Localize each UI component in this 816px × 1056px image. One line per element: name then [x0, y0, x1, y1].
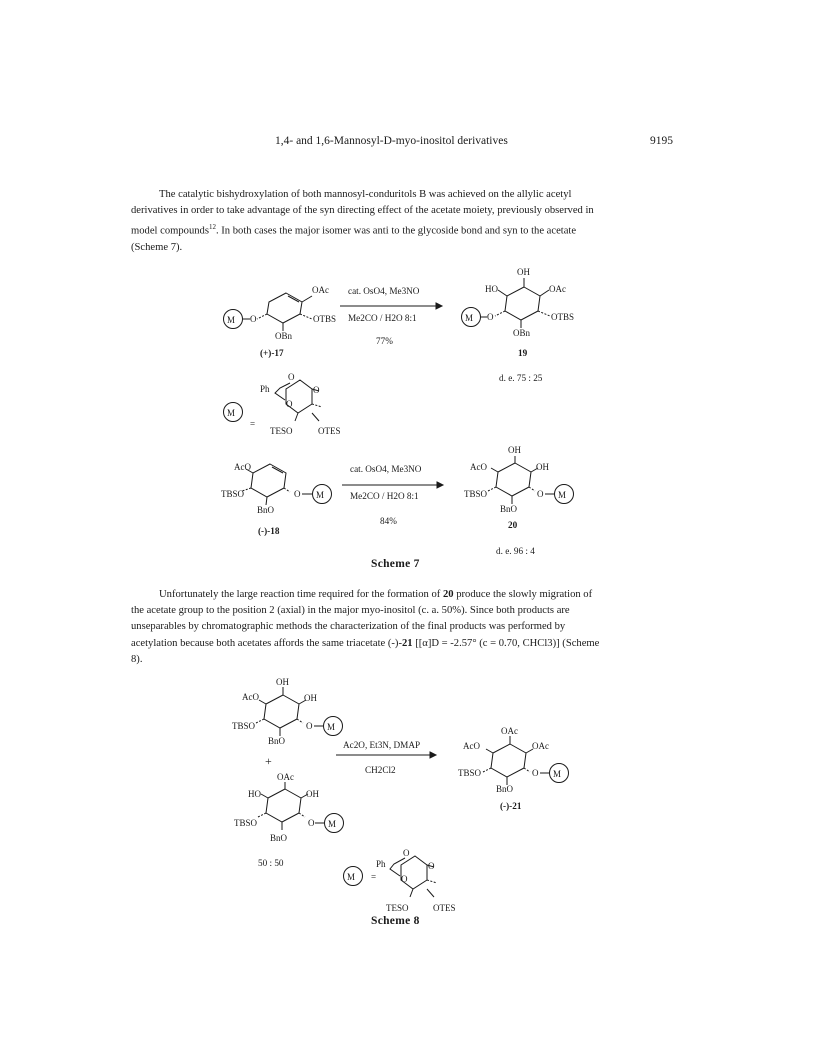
atom-label: OTES [318, 426, 341, 436]
atom-label: O [428, 861, 435, 871]
paragraph-1-line-4: (Scheme 7). [131, 242, 183, 254]
paragraph-2-line-4: acetylation because both acetates affords the same triacetate (-)-21 [[α]D = -2.57° (c = 0.70, CHCl3)] (Scheme [131, 637, 600, 649]
atom-label: TBSO [234, 818, 258, 828]
atom-label: O [294, 489, 301, 499]
reaction-1-yield: 77% [376, 336, 393, 346]
arrow-head [436, 303, 442, 309]
paragraph-2-line-1: Unfortunately the large reaction time required for the formation of 20 produce the slowly migration of [159, 589, 593, 600]
reaction-2-reagent-bottom: Me2CO / H2O 8:1 [350, 491, 419, 501]
atom-label: O [306, 721, 313, 731]
m-group: M [227, 315, 236, 325]
atom-label: OBn [275, 331, 293, 341]
atom-label: OAc [532, 741, 549, 751]
paragraph-1-line-1: The catalytic bishydroxylation of both mannosyl-conduritols B was achieved on the allylic acetyl [159, 189, 572, 200]
atom-label: O [487, 312, 494, 322]
atom-label: BnO [257, 505, 275, 515]
atom-label: OH [517, 267, 530, 277]
running-title: 1,4- and 1,6-Mannosyl-D-myo-inositol derivatives [275, 135, 508, 147]
atom-label: TBSO [232, 721, 256, 731]
reaction-1-de: d. e. 75 : 25 [499, 373, 543, 383]
m-group: M [347, 872, 356, 882]
reaction-1-reagent-top: cat. OsO4, Me3NO [348, 286, 420, 296]
m-group: M [465, 313, 474, 323]
atom-label: AcO [242, 692, 259, 702]
scheme-8-reagent-bottom: CH2Cl2 [365, 765, 396, 775]
atom-label: O [288, 372, 295, 382]
compound-17-structure [224, 293, 313, 331]
atom-label: TBSO [221, 489, 245, 499]
m-group: M [553, 769, 562, 779]
atom-label: OAc [549, 284, 566, 294]
atom-label: OH [304, 693, 317, 703]
atom-label: Ph [260, 384, 270, 394]
compound-21-label: (-)-21 [500, 801, 522, 811]
m-group: M [327, 722, 336, 732]
atom-label: TBSO [458, 768, 482, 778]
paragraph-1-line-2: derivatives in order to take advantage of the syn directing effect of the acetate moiety, previously observed in [131, 205, 594, 217]
atom-label: OH [536, 462, 549, 472]
atom-label: OTBS [551, 312, 575, 322]
reaction-2-reagent-top: cat. OsO4, Me3NO [350, 464, 422, 474]
atom-label: O [250, 314, 257, 324]
m-group: M [328, 819, 337, 829]
atom-label: O [537, 489, 544, 499]
atom-label: = [371, 872, 377, 882]
atom-label: O [308, 818, 315, 828]
scheme-8-caption: Scheme 8 [371, 915, 420, 927]
ratio-label: 50 : 50 [258, 858, 284, 868]
atom-label: TBSO [464, 489, 488, 499]
plus-sign: + [265, 754, 272, 768]
atom-label: Ph [376, 859, 386, 869]
reaction-2-de: d. e. 96 : 4 [496, 546, 535, 556]
atom-label: = [250, 419, 256, 429]
atom-label: TESO [270, 426, 293, 436]
atom-label: BnO [270, 833, 288, 843]
atom-label: HO [248, 789, 261, 799]
m-group: M [558, 490, 567, 500]
reaction-2-yield: 84% [380, 516, 397, 526]
compound-19-label: 19 [518, 348, 528, 358]
paragraph-2-line-3: unseparables by chromatographic methods the characterization of the final products was performed by [131, 621, 566, 633]
atom-label: OH [276, 677, 289, 687]
arrow-head [437, 482, 443, 488]
atom-label: O [286, 399, 293, 409]
m-definition-structure [224, 380, 323, 422]
arrow-head [430, 752, 436, 758]
reaction-1-reagent-bottom: Me2CO / H2O 8:1 [348, 313, 417, 323]
m-definition-structure-2 [344, 856, 438, 897]
paragraph-2 [131, 587, 679, 668]
atom-label: OH [306, 789, 319, 799]
atom-label: OH [508, 445, 521, 455]
atom-label: O [403, 848, 410, 858]
paragraph-1-line-3: model compounds$^{12}$. In both cases the major isomer was anti to the glycoside bond and syn to the acetate [131, 223, 577, 237]
atom-label: OAc [312, 285, 329, 295]
atom-label: TESO [386, 903, 409, 913]
m-group: M [316, 490, 325, 500]
paragraph-2-line-2: the acetate group to the position 2 (axial) in the major myo-inositol (c. a. 50%). Since both products are [131, 605, 570, 617]
atom-label: BnO [496, 784, 514, 794]
atom-label: HO [485, 284, 498, 294]
atom-label: OTBS [313, 314, 337, 324]
atom-label: AcO [463, 741, 480, 751]
atom-label: O [401, 874, 408, 884]
atom-label: AcO [470, 462, 487, 472]
compound-18-label: (-)-18 [258, 526, 280, 536]
atom-label: O [313, 385, 320, 395]
scheme-8-reagent-top: Ac2O, Et3N, DMAP [343, 740, 421, 750]
compound-19-structure [462, 278, 551, 328]
atom-label: BnO [500, 504, 518, 514]
atom-label: O [532, 768, 539, 778]
atom-label: OBn [513, 328, 531, 338]
atom-label: OAc [501, 726, 518, 736]
atom-label: OAc [277, 772, 294, 782]
page-number: 9195 [650, 135, 673, 147]
paragraph-2-line-5: 8). [131, 653, 143, 665]
compound-17-label: (+)-17 [260, 348, 284, 358]
atom-label: OTES [433, 903, 456, 913]
atom-label: AcO [234, 462, 251, 472]
scheme-7-caption: Scheme 7 [371, 558, 420, 570]
compound-20-label: 20 [508, 520, 518, 530]
m-group: M [227, 408, 236, 418]
atom-label: BnO [268, 736, 286, 746]
